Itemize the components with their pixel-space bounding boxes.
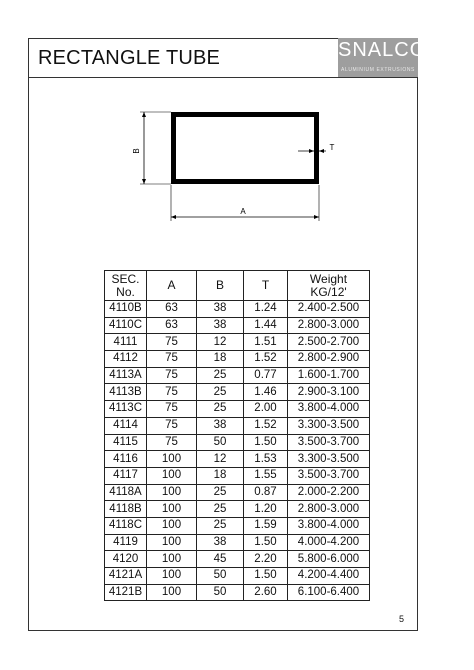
header-t: T [244, 271, 288, 301]
cell-sec: 4118C [105, 517, 147, 534]
cell-sec: 4110C [105, 317, 147, 334]
cell-a: 100 [147, 534, 197, 551]
dimensions-table [104, 270, 370, 601]
cell-t: 1.50 [244, 568, 288, 585]
cell-b: 25 [197, 484, 244, 501]
table-row [105, 434, 370, 451]
table-row [105, 534, 370, 551]
cell-sec: 4118B [105, 501, 147, 518]
cell-a: 75 [147, 434, 197, 451]
cell-weight: 6.100-6.400 [288, 584, 370, 601]
cell-weight: 2.800-2.900 [288, 351, 370, 368]
cell-weight: 3.800-4.000 [288, 401, 370, 418]
cell-weight: 1.600-1.700 [288, 367, 370, 384]
cell-a: 100 [147, 451, 197, 468]
table-body [105, 301, 370, 601]
cell-t: 1.50 [244, 434, 288, 451]
cell-a: 100 [147, 584, 197, 601]
cell-b: 45 [197, 551, 244, 568]
cell-b: 12 [197, 451, 244, 468]
cell-t: 1.24 [244, 301, 288, 318]
header-weight-line2: KG/12' [310, 284, 347, 299]
cell-b: 25 [197, 367, 244, 384]
cell-a: 100 [147, 551, 197, 568]
cell-t: 0.87 [244, 484, 288, 501]
cell-weight: 3.500-3.700 [288, 467, 370, 484]
cell-sec: 4117 [105, 467, 147, 484]
cell-a: 75 [147, 367, 197, 384]
header-b: B [197, 271, 244, 301]
page-title: RECTANGLE TUBE [38, 47, 221, 69]
cell-sec: 4113C [105, 401, 147, 418]
cell-a: 100 [147, 568, 197, 585]
cell-t: 1.53 [244, 451, 288, 468]
cell-b: 38 [197, 534, 244, 551]
table-row [105, 568, 370, 585]
cell-weight: 4.000-4.200 [288, 534, 370, 551]
cell-weight: 2.800-3.000 [288, 501, 370, 518]
header-weight [288, 271, 370, 301]
cell-weight: 3.800-4.000 [288, 517, 370, 534]
table-row [105, 484, 370, 501]
cell-t: 1.46 [244, 384, 288, 401]
cell-t: 2.60 [244, 584, 288, 601]
cell-t: 2.00 [244, 401, 288, 418]
cell-weight: 2.000-2.200 [288, 484, 370, 501]
cell-weight: 2.800-3.000 [288, 317, 370, 334]
table-row [105, 467, 370, 484]
cell-b: 38 [197, 417, 244, 434]
cell-weight: 4.200-4.400 [288, 568, 370, 585]
cell-sec: 4114 [105, 417, 147, 434]
cell-t: 1.52 [244, 351, 288, 368]
cell-sec: 4111 [105, 334, 147, 351]
cell-weight: 3.300-3.500 [288, 451, 370, 468]
cell-sec: 4120 [105, 551, 147, 568]
table-row [105, 551, 370, 568]
cell-a: 75 [147, 401, 197, 418]
tube-profile [174, 115, 317, 182]
table-row [105, 384, 370, 401]
table-row [105, 317, 370, 334]
header-sec-line2: No. [116, 284, 135, 299]
cell-sec: 4118A [105, 484, 147, 501]
table-row [105, 501, 370, 518]
cell-t: 2.20 [244, 551, 288, 568]
table-row [105, 451, 370, 468]
cell-b: 50 [197, 584, 244, 601]
cell-a: 63 [147, 317, 197, 334]
table-row [105, 351, 370, 368]
rectangle-tube-diagram [130, 105, 350, 225]
cell-sec: 4110B [105, 301, 147, 318]
header-sec [105, 271, 147, 301]
header-weight-line1: Weight [309, 271, 348, 286]
cell-b: 25 [197, 384, 244, 401]
cell-a: 100 [147, 467, 197, 484]
table-row [105, 517, 370, 534]
cell-b: 50 [197, 434, 244, 451]
cell-b: 18 [197, 351, 244, 368]
page-number: 5 [399, 614, 405, 624]
cell-a: 75 [147, 384, 197, 401]
cell-b: 50 [197, 568, 244, 585]
cell-sec: 4115 [105, 434, 147, 451]
cell-t: 1.52 [244, 417, 288, 434]
cell-weight: 2.500-2.700 [288, 334, 370, 351]
a-dimension-label: A [240, 207, 246, 216]
cell-weight: 5.800-6.000 [288, 551, 370, 568]
table-header-row [105, 271, 370, 301]
table-row [105, 367, 370, 384]
cell-weight: 3.300-3.500 [288, 417, 370, 434]
table-row [105, 301, 370, 318]
cell-sec: 4121A [105, 568, 147, 585]
cell-weight: 3.500-3.700 [288, 434, 370, 451]
table-row [105, 334, 370, 351]
cell-b: 25 [197, 401, 244, 418]
snalco-logo [338, 38, 427, 77]
cell-b: 25 [197, 517, 244, 534]
logo-text: SNALCO [338, 39, 427, 61]
t-dimension-label: T [329, 143, 335, 152]
header-sec-line1: SEC. [111, 271, 140, 286]
cell-t: 1.55 [244, 467, 288, 484]
cell-b: 38 [197, 301, 244, 318]
cell-a: 100 [147, 517, 197, 534]
cell-t: 1.20 [244, 501, 288, 518]
cell-sec: 4112 [105, 351, 147, 368]
cell-t: 1.59 [244, 517, 288, 534]
cell-t: 1.51 [244, 334, 288, 351]
table-row [105, 584, 370, 601]
b-dimension-label: B [132, 148, 141, 154]
header-a: A [147, 271, 197, 301]
cell-a: 100 [147, 484, 197, 501]
cell-a: 75 [147, 417, 197, 434]
page-header [28, 38, 427, 78]
cell-t: 1.50 [244, 534, 288, 551]
cell-b: 18 [197, 467, 244, 484]
cell-a: 75 [147, 351, 197, 368]
cell-a: 75 [147, 334, 197, 351]
cell-sec: 4116 [105, 451, 147, 468]
cell-t: 1.44 [244, 317, 288, 334]
cell-weight: 2.900-3.100 [288, 384, 370, 401]
cell-t: 0.77 [244, 367, 288, 384]
cell-b: 38 [197, 317, 244, 334]
cell-b: 12 [197, 334, 244, 351]
cell-sec: 4113A [105, 367, 147, 384]
table-row [105, 417, 370, 434]
cell-weight: 2.400-2.500 [288, 301, 370, 318]
table-row [105, 401, 370, 418]
cell-sec: 4119 [105, 534, 147, 551]
cell-a: 100 [147, 501, 197, 518]
logo-tagline: ALUMINIUM EXTRUSIONS [341, 67, 415, 73]
cell-b: 25 [197, 501, 244, 518]
cell-a: 63 [147, 301, 197, 318]
cell-sec: 4113B [105, 384, 147, 401]
cell-sec: 4121B [105, 584, 147, 601]
